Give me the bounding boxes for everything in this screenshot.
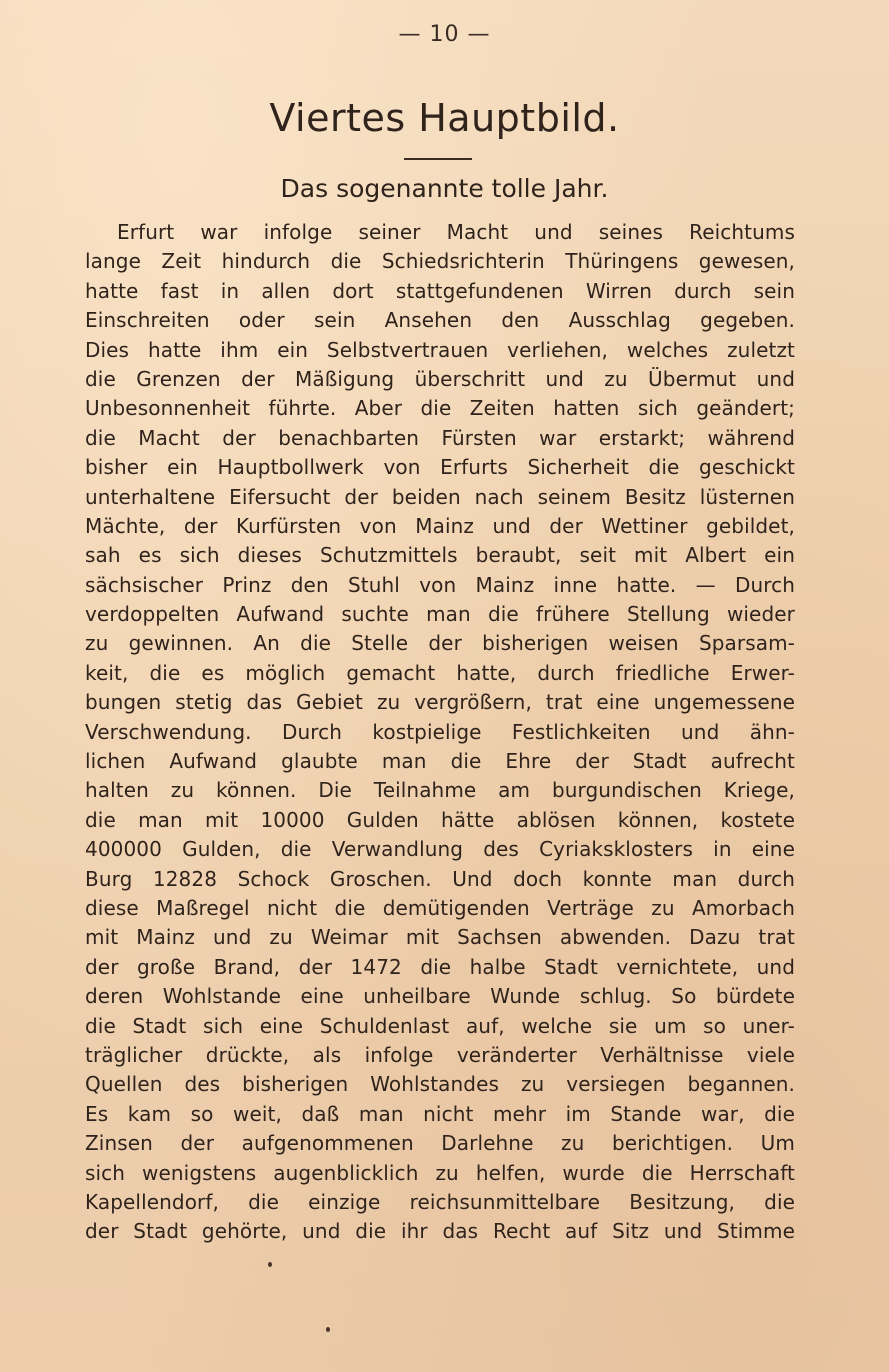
text-line: Einschreiten oder sein Ansehen den Ausschlag gegeben.: [85, 308, 795, 333]
text-line: mit Mainz und zu Weimar mit Sachsen abwenden. Dazu trat: [85, 925, 795, 950]
text-line: verdoppelten Aufwand suchte man die frühere Stellung wieder: [85, 602, 795, 627]
text-line: die man mit 10000 Gulden hätte ablösen können, kostete: [85, 807, 795, 832]
text-line: Kapellendorf, die einzige reichsunmittelbare Besitzung, die: [85, 1189, 795, 1214]
text-line: bungen stetig das Gebiet zu vergrößern, trat eine ungemessene: [85, 690, 795, 715]
text-line: Es kam so weit, daß man nicht mehr im Stande war, die: [85, 1101, 795, 1126]
text-line: zu gewinnen. An die Stelle der bisherigen weisen Sparsam-: [85, 631, 795, 656]
body-text: [85, 218, 795, 1247]
text-line: Verschwendung. Durch kostpielige Festlichkeiten und ähn-: [85, 719, 795, 744]
text-line: unterhaltene Eifersucht der beiden nach seinem Besitz lüsternen: [85, 484, 795, 509]
text-line: 400000 Gulden, die Verwandlung des Cyriaksklosters in eine: [85, 837, 795, 862]
text-line: die Grenzen der Mäßigung überschritt und zu Übermut und: [85, 366, 795, 391]
text-line: halten zu können. Die Teilnahme am burgundischen Kriege,: [85, 778, 795, 803]
text-line: der Stadt gehörte, und die ihr das Recht auf Sitz und Stimme: [85, 1219, 795, 1244]
text-line: bisher ein Hauptbollwerk von Erfurts Sicherheit die geschickt: [85, 455, 795, 480]
text-line: die Stadt sich eine Schuldenlast auf, welche sie um so uner-: [85, 1013, 795, 1038]
text-line: Erfurt war infolge seiner Macht und seines Reichtums: [117, 220, 795, 244]
text-line: der große Brand, der 1472 die halbe Stadt vernichtete, und: [85, 954, 795, 979]
paper-speck: [326, 1327, 330, 1332]
paper-speck: [268, 1262, 272, 1267]
text-line: diese Maßregel nicht die demütigenden Verträge zu Amorbach: [85, 895, 795, 920]
text-line: Burg 12828 Schock Groschen. Und doch konnte man durch: [85, 866, 795, 891]
text-line: hatte fast in allen dort stattgefundenen Wirren durch sein: [85, 278, 795, 303]
title-divider: [404, 158, 472, 160]
text-line: lange Zeit hindurch die Schiedsrichterin Thüringens gewesen,: [85, 249, 795, 274]
chapter-subtitle: Das sogenannte tolle Jahr.: [280, 174, 609, 203]
chapter-title: Viertes Hauptbild.: [269, 96, 620, 140]
text-line: die Macht der benachbarten Fürsten war erstarkt; während: [85, 425, 795, 450]
text-line: keit, die es möglich gemacht hatte, durch friedliche Erwer-: [85, 660, 795, 685]
text-line: lichen Aufwand glaubte man die Ehre der Stadt aufrecht: [85, 749, 795, 774]
text-line: sich wenigstens augenblicklich zu helfen, wurde die Herrschaft: [85, 1160, 795, 1185]
text-line: sächsischer Prinz den Stuhl von Mainz inne hatte. — Durch: [85, 572, 795, 597]
page-number: — 10 —: [398, 22, 491, 47]
text-line: Zinsen der aufgenommenen Darlehne zu berichtigen. Um: [85, 1131, 795, 1156]
text-line: deren Wohlstande eine unheilbare Wunde schlug. So bürdete: [85, 984, 795, 1009]
text-line: Unbesonnenheit führte. Aber die Zeiten hatten sich geändert;: [85, 396, 795, 421]
text-line: Quellen des bisherigen Wohlstandes zu versiegen begannen.: [85, 1072, 795, 1097]
text-line: sah es sich dieses Schutzmittels beraubt, seit mit Albert ein: [85, 543, 795, 568]
text-line: Dies hatte ihm ein Selbstvertrauen verliehen, welches zuletzt: [85, 337, 795, 362]
text-line: träglicher drückte, als infolge veränderter Verhältnisse viele: [85, 1042, 795, 1067]
text-line: Mächte, der Kurfürsten von Mainz und der Wettiner gebildet,: [85, 513, 795, 538]
